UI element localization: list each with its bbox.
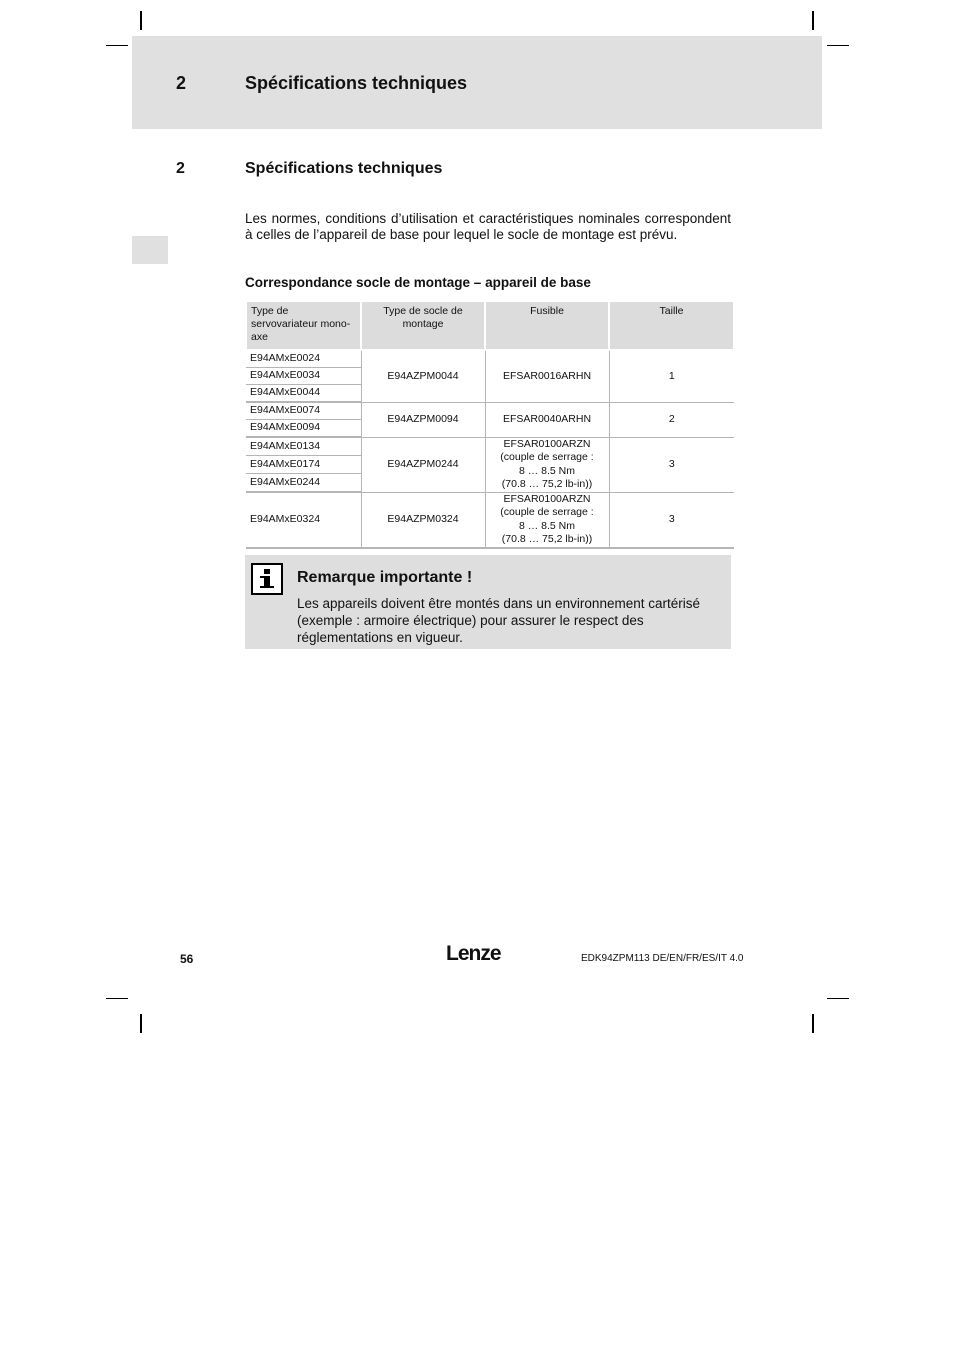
fuse-cell — [485, 437, 609, 492]
fuse-line: 8 … 8.5 Nm — [518, 519, 576, 532]
drive-type-cell: E94AMxE0244 — [246, 473, 361, 492]
drive-type-cell: E94AMxE0174 — [246, 456, 361, 474]
drive-type-cell: E94AMxE0324 — [246, 492, 361, 548]
important-note-box — [245, 555, 731, 649]
table-row — [246, 437, 734, 456]
chapter-title: Spécifications techniques — [245, 73, 468, 93]
crop-mark — [827, 45, 849, 46]
note-title: Remarque importante ! — [297, 569, 473, 586]
table-row — [246, 350, 734, 368]
chapter-header-band — [132, 36, 822, 129]
section-number: 2 — [176, 160, 185, 177]
crop-mark — [106, 45, 128, 46]
crop-mark — [827, 998, 849, 999]
drive-type-cell: E94AMxE0024 — [246, 350, 361, 368]
fuse-line: 8 … 8.5 Nm — [518, 464, 576, 477]
table-row — [246, 402, 734, 420]
crop-mark — [812, 11, 814, 30]
crop-mark — [140, 1014, 142, 1033]
intro-paragraph: Les normes, conditions d’utilisation et caractéristiques nominales correspondent à celles de l’appareil de base pour lequel le socle de montage est prévu. — [245, 211, 731, 242]
page-number: 56 — [180, 952, 194, 966]
size-cell: 1 — [609, 350, 734, 402]
section-title: Spécifications techniques — [245, 160, 443, 177]
fuse-cell — [485, 492, 609, 548]
drive-type-cell: E94AMxE0074 — [246, 402, 361, 420]
socle-cell: E94AZPM0324 — [361, 492, 485, 548]
drive-type-cell: E94AMxE0034 — [246, 368, 361, 385]
fuse-line: (couple de serrage : — [500, 506, 594, 519]
document-code: EDK94ZPM113 DE/EN/FR/ES/IT 4.0 — [581, 953, 744, 964]
fuse-line: (70.8 … 75,2 lb-in)) — [501, 478, 593, 490]
fuse-cell: EFSAR0040ARHN — [485, 402, 609, 437]
header-size: Taille — [609, 302, 734, 350]
socle-cell: E94AZPM0244 — [361, 437, 485, 492]
header-fuse: Fusible — [485, 302, 609, 350]
crop-mark — [140, 11, 142, 30]
table-title: Correspondance socle de montage – appareil de base — [245, 275, 591, 290]
header-drive-type: Type de servovariateur mono-axe — [246, 302, 361, 350]
table-row — [246, 492, 734, 548]
fuse-line: EFSAR0100ARZN — [503, 492, 591, 505]
fuse-line: (70.8 … 75,2 lb-in)) — [501, 533, 593, 546]
fuse-cell: EFSAR0016ARHN — [485, 350, 609, 402]
info-icon — [251, 563, 283, 595]
size-cell: 3 — [609, 437, 734, 492]
side-tab-marker — [132, 236, 168, 264]
socle-cell: E94AZPM0044 — [361, 350, 485, 402]
size-cell: 2 — [609, 402, 734, 437]
chapter-number: 2 — [176, 73, 187, 93]
drive-type-cell: E94AMxE0094 — [246, 420, 361, 438]
drive-type-cell: E94AMxE0134 — [246, 437, 361, 456]
crop-mark — [812, 1014, 814, 1033]
header-socle-type: Type de socle de montage — [361, 302, 485, 350]
socle-cell: E94AZPM0094 — [361, 402, 485, 437]
lenze-logo: Lenze — [446, 942, 501, 965]
fuse-line: (couple de serrage : — [500, 451, 594, 463]
drive-type-cell: E94AMxE0044 — [246, 385, 361, 403]
size-cell: 3 — [609, 492, 734, 548]
fuse-line: EFSAR0100ARZN — [503, 437, 591, 450]
table-header-row — [246, 302, 734, 350]
compatibility-table — [245, 302, 735, 549]
crop-mark — [106, 998, 128, 999]
note-text: Les appareils doivent être montés dans un environnement cartérisé (exemple : armoire électrique) pour assurer le respect des réglementations en vigueur. — [297, 596, 700, 645]
